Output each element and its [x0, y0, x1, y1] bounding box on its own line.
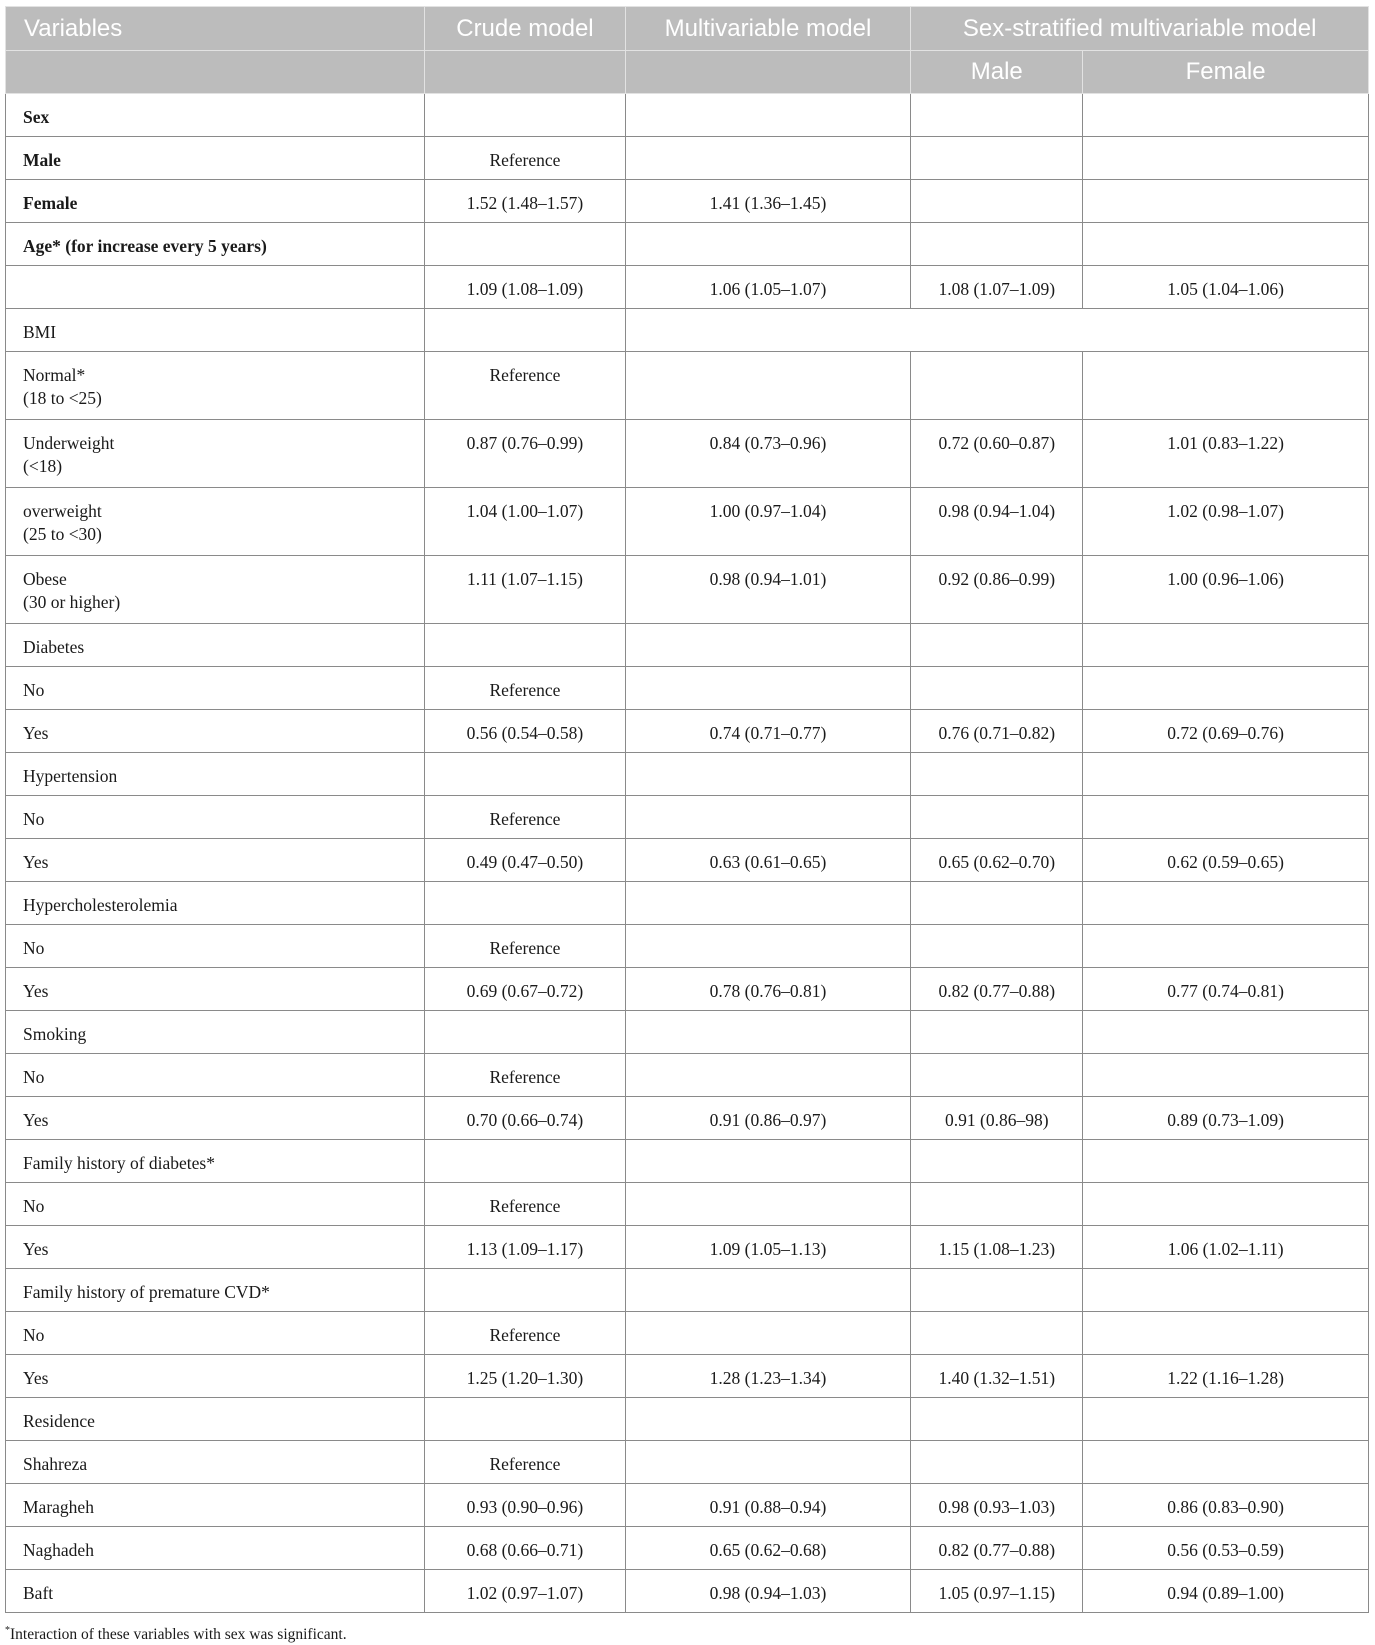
cell-variable [6, 1011, 425, 1054]
cell-variable [6, 1140, 425, 1183]
cell-multivariable-model [625, 1269, 911, 1312]
cell-male: 0.98 (0.93–1.03) [911, 1484, 1083, 1527]
table-row [6, 1140, 1369, 1183]
variable-label: Diabetes [23, 637, 85, 657]
cell-crude-model: 0.87 (0.76–0.99) [425, 420, 625, 488]
cell-multivariable-model [625, 667, 911, 710]
variable-label: Hypertension [23, 766, 118, 786]
variable-label: Shahreza [23, 1454, 88, 1474]
cell-variable [6, 925, 425, 968]
cell-multivariable-model: 0.98 (0.94–1.01) [625, 556, 911, 624]
variable-label: Family history of diabetes* [23, 1153, 215, 1173]
cell-crude-model: Reference [425, 925, 625, 968]
cell-crude-model [425, 753, 625, 796]
variable-label: Yes [23, 1368, 49, 1388]
cell-crude-model [425, 94, 625, 137]
cell-crude-model [425, 1398, 625, 1441]
variable-label: No [23, 1196, 45, 1216]
table-row [6, 223, 1369, 266]
cell-variable [6, 667, 425, 710]
variable-label: Normal* [23, 365, 86, 385]
cell-crude-model: 0.70 (0.66–0.74) [425, 1097, 625, 1140]
cell-male: 0.72 (0.60–0.87) [911, 420, 1083, 488]
cell-male [911, 796, 1083, 839]
cell-variable [6, 137, 425, 180]
cell-female [1083, 624, 1369, 667]
cell-multivariable-model [625, 753, 911, 796]
cell-crude-model: Reference [425, 1054, 625, 1097]
cell-variable [6, 94, 425, 137]
cell-crude-model [425, 882, 625, 925]
cell-female [1083, 1140, 1369, 1183]
cell-female [1083, 753, 1369, 796]
cell-male [911, 624, 1083, 667]
cell-variable [6, 266, 425, 309]
variable-sublabel: (<18) [23, 456, 63, 476]
cell-female [1083, 1183, 1369, 1226]
cell-female [1083, 352, 1369, 420]
cell-variable [6, 1570, 425, 1613]
cell-multivariable-model [625, 1312, 911, 1355]
table-row [6, 1011, 1369, 1054]
cell-multivariable-model: 1.06 (1.05–1.07) [625, 266, 911, 309]
cell-female: 0.72 (0.69–0.76) [1083, 710, 1369, 753]
cell-multivariable-model [625, 94, 911, 137]
cell-multivariable-model: 0.74 (0.71–0.77) [625, 710, 911, 753]
cell-multivariable-model [625, 882, 911, 925]
cell-crude-model: Reference [425, 352, 625, 420]
cell-male [911, 180, 1083, 223]
cell-male: 0.92 (0.86–0.99) [911, 556, 1083, 624]
cell-variable [6, 223, 425, 266]
cell-crude-model: 1.25 (1.20–1.30) [425, 1355, 625, 1398]
cell-female: 0.77 (0.74–0.81) [1083, 968, 1369, 1011]
cell-female [1083, 94, 1369, 137]
cell-variable [6, 1097, 425, 1140]
cell-crude-model [425, 1011, 625, 1054]
cell-crude-model: Reference [425, 1312, 625, 1355]
variable-label: Female [23, 193, 78, 213]
cell-male [911, 882, 1083, 925]
variable-label: Family history of premature CVD* [23, 1282, 270, 1302]
variable-label: No [23, 1067, 45, 1087]
variable-label: Naghadeh [23, 1540, 94, 1560]
regression-results-table [5, 6, 1369, 1613]
variable-label: No [23, 938, 45, 958]
cell-multivariable-model [625, 352, 911, 420]
header-female: Female [1083, 51, 1369, 94]
cell-female: 0.89 (0.73–1.09) [1083, 1097, 1369, 1140]
table-row [6, 796, 1369, 839]
cell-multivariable-model: 0.63 (0.61–0.65) [625, 839, 911, 882]
variable-label: overweight [23, 501, 102, 521]
cell-crude-model [425, 1269, 625, 1312]
cell-multivariable-model: 0.91 (0.88–0.94) [625, 1484, 911, 1527]
variable-label: Smoking [23, 1024, 87, 1044]
table-row [6, 839, 1369, 882]
variable-sublabel: (30 or higher) [23, 592, 121, 612]
cell-variable [6, 180, 425, 223]
cell-female: 1.02 (0.98–1.07) [1083, 488, 1369, 556]
cell-variable [6, 1441, 425, 1484]
cell-multivariable-model [625, 1183, 911, 1226]
cell-multivariable-model: 1.41 (1.36–1.45) [625, 180, 911, 223]
cell-female [1083, 1054, 1369, 1097]
cell-female: 0.86 (0.83–0.90) [1083, 1484, 1369, 1527]
table-row [6, 667, 1369, 710]
cell-female [1083, 1269, 1369, 1312]
cell-female [1083, 180, 1369, 223]
table-row [6, 1355, 1369, 1398]
table-row [6, 137, 1369, 180]
cell-variable [6, 1527, 425, 1570]
cell-multivariable-model [625, 1398, 911, 1441]
cell-female: 0.94 (0.89–1.00) [1083, 1570, 1369, 1613]
cell-female [1083, 1312, 1369, 1355]
table-row [6, 94, 1369, 137]
table-row [6, 352, 1369, 420]
table-row [6, 925, 1369, 968]
cell-male [911, 1312, 1083, 1355]
table-row [6, 266, 1369, 309]
cell-multivariable-model: 0.65 (0.62–0.68) [625, 1527, 911, 1570]
cell-crude-model [425, 309, 625, 352]
variable-label: Hypercholesterolemia [23, 895, 178, 915]
variable-sublabel: (25 to <30) [23, 524, 102, 544]
cell-crude-model [425, 223, 625, 266]
cell-female [1083, 796, 1369, 839]
table-row [6, 488, 1369, 556]
cell-male [911, 94, 1083, 137]
cell-crude-model: Reference [425, 1441, 625, 1484]
header-blank [625, 51, 911, 94]
cell-female: 1.01 (0.83–1.22) [1083, 420, 1369, 488]
cell-multivariable-model [625, 925, 911, 968]
header-blank [425, 51, 625, 94]
cell-male: 1.40 (1.32–1.51) [911, 1355, 1083, 1398]
cell-variable [6, 420, 425, 488]
cell-crude-model: 1.02 (0.97–1.07) [425, 1570, 625, 1613]
cell-variable [6, 796, 425, 839]
cell-variable [6, 710, 425, 753]
cell-female: 1.05 (1.04–1.06) [1083, 266, 1369, 309]
cell-multivariable-model: 0.91 (0.86–0.97) [625, 1097, 911, 1140]
cell-crude-model [425, 1140, 625, 1183]
header-male: Male [911, 51, 1083, 94]
variable-label: Age* (for increase every 5 years) [23, 236, 267, 256]
cell-variable [6, 488, 425, 556]
table-row [6, 1398, 1369, 1441]
cell-crude-model: 0.69 (0.67–0.72) [425, 968, 625, 1011]
cell-multivariable-model: 0.98 (0.94–1.03) [625, 1570, 911, 1613]
cell-male [911, 925, 1083, 968]
cell-female: 1.06 (1.02–1.11) [1083, 1226, 1369, 1269]
cell-crude-model: Reference [425, 796, 625, 839]
header-multivariable-model: Multivariable model [625, 7, 911, 51]
cell-crude-model: 0.56 (0.54–0.58) [425, 710, 625, 753]
cell-female [1083, 1441, 1369, 1484]
cell-male: 0.82 (0.77–0.88) [911, 1527, 1083, 1570]
cell-empty-span [625, 309, 1368, 352]
table-footnote [5, 1625, 347, 1644]
cell-female: 1.22 (1.16–1.28) [1083, 1355, 1369, 1398]
cell-variable [6, 882, 425, 925]
cell-crude-model: Reference [425, 1183, 625, 1226]
cell-multivariable-model: 1.09 (1.05–1.13) [625, 1226, 911, 1269]
cell-male [911, 1183, 1083, 1226]
variable-label: Obese [23, 569, 67, 589]
table-row [6, 1484, 1369, 1527]
cell-male: 0.82 (0.77–0.88) [911, 968, 1083, 1011]
table-row [6, 882, 1369, 925]
variable-label: Residence [23, 1411, 95, 1431]
table-row [6, 710, 1369, 753]
results-table-container [5, 6, 1369, 1613]
table-header [6, 7, 1369, 94]
cell-multivariable-model: 0.78 (0.76–0.81) [625, 968, 911, 1011]
cell-male [911, 667, 1083, 710]
cell-male: 1.08 (1.07–1.09) [911, 266, 1083, 309]
table-row [6, 180, 1369, 223]
table-row [6, 968, 1369, 1011]
cell-multivariable-model [625, 624, 911, 667]
table-row [6, 1054, 1369, 1097]
cell-female [1083, 137, 1369, 180]
cell-variable [6, 1398, 425, 1441]
cell-male: 0.98 (0.94–1.04) [911, 488, 1083, 556]
variable-label: Yes [23, 1239, 49, 1259]
variable-label: Maragheh [23, 1497, 94, 1517]
cell-variable [6, 1054, 425, 1097]
cell-multivariable-model [625, 137, 911, 180]
header-crude-model: Crude model [425, 7, 625, 51]
cell-female [1083, 882, 1369, 925]
cell-male [911, 1054, 1083, 1097]
cell-male [911, 137, 1083, 180]
table-row [6, 1570, 1369, 1613]
cell-crude-model [425, 624, 625, 667]
cell-variable [6, 1484, 425, 1527]
cell-female [1083, 1011, 1369, 1054]
cell-variable [6, 624, 425, 667]
cell-male [911, 1269, 1083, 1312]
variable-label: BMI [23, 322, 57, 342]
variable-label: Yes [23, 723, 49, 743]
cell-multivariable-model [625, 796, 911, 839]
header-variables: Variables [6, 7, 425, 51]
cell-crude-model: 1.09 (1.08–1.09) [425, 266, 625, 309]
cell-variable [6, 352, 425, 420]
cell-variable [6, 1355, 425, 1398]
cell-multivariable-model [625, 1011, 911, 1054]
cell-crude-model: 1.13 (1.09–1.17) [425, 1226, 625, 1269]
cell-multivariable-model: 1.00 (0.97–1.04) [625, 488, 911, 556]
cell-male [911, 223, 1083, 266]
cell-variable [6, 1226, 425, 1269]
table-row [6, 1441, 1369, 1484]
cell-crude-model: 1.52 (1.48–1.57) [425, 180, 625, 223]
table-row [6, 753, 1369, 796]
cell-multivariable-model: 1.28 (1.23–1.34) [625, 1355, 911, 1398]
cell-variable [6, 1269, 425, 1312]
cell-crude-model: Reference [425, 667, 625, 710]
cell-multivariable-model [625, 223, 911, 266]
cell-male: 0.65 (0.62–0.70) [911, 839, 1083, 882]
table-row [6, 1097, 1369, 1140]
variable-label: Underweight [23, 433, 115, 453]
cell-male: 0.76 (0.71–0.82) [911, 710, 1083, 753]
cell-male [911, 1441, 1083, 1484]
variable-label: No [23, 1325, 45, 1345]
header-sex-stratified: Sex-stratified multivariable model [911, 7, 1369, 51]
footnote-mark: * [5, 1625, 10, 1636]
variable-label: Male [23, 150, 61, 170]
table-body [6, 94, 1369, 1613]
cell-crude-model: 0.68 (0.66–0.71) [425, 1527, 625, 1570]
table-row [6, 309, 1369, 352]
cell-multivariable-model: 0.84 (0.73–0.96) [625, 420, 911, 488]
table-row [6, 1269, 1369, 1312]
cell-female: 1.00 (0.96–1.06) [1083, 556, 1369, 624]
cell-female [1083, 1398, 1369, 1441]
cell-variable [6, 309, 425, 352]
cell-variable [6, 753, 425, 796]
table-row [6, 1527, 1369, 1570]
cell-female [1083, 925, 1369, 968]
variable-label: Yes [23, 981, 49, 1001]
cell-male [911, 352, 1083, 420]
variable-label: Yes [23, 1110, 49, 1130]
cell-multivariable-model [625, 1140, 911, 1183]
cell-crude-model: 0.93 (0.90–0.96) [425, 1484, 625, 1527]
variable-sublabel: (18 to <25) [23, 388, 102, 408]
cell-male [911, 753, 1083, 796]
table-row [6, 624, 1369, 667]
cell-male [911, 1140, 1083, 1183]
cell-crude-model: 1.04 (1.00–1.07) [425, 488, 625, 556]
variable-label: Yes [23, 852, 49, 872]
cell-female [1083, 667, 1369, 710]
cell-crude-model: 0.49 (0.47–0.50) [425, 839, 625, 882]
variable-label: Baft [23, 1583, 54, 1603]
cell-female: 0.56 (0.53–0.59) [1083, 1527, 1369, 1570]
cell-male: 0.91 (0.86–98) [911, 1097, 1083, 1140]
variable-label: No [23, 680, 45, 700]
cell-variable [6, 968, 425, 1011]
cell-male: 1.15 (1.08–1.23) [911, 1226, 1083, 1269]
cell-male [911, 1011, 1083, 1054]
cell-variable [6, 1183, 425, 1226]
cell-male: 1.05 (0.97–1.15) [911, 1570, 1083, 1613]
table-row [6, 556, 1369, 624]
variable-label: No [23, 809, 45, 829]
cell-variable [6, 1312, 425, 1355]
variable-label: Sex [23, 107, 50, 127]
table-row [6, 1183, 1369, 1226]
header-blank [6, 51, 425, 94]
cell-male [911, 1398, 1083, 1441]
cell-female: 0.62 (0.59–0.65) [1083, 839, 1369, 882]
cell-crude-model: Reference [425, 137, 625, 180]
table-row [6, 1312, 1369, 1355]
table-row [6, 1226, 1369, 1269]
cell-variable [6, 839, 425, 882]
footnote-text: Interaction of these variables with sex was significant. [10, 1626, 347, 1644]
cell-crude-model: 1.11 (1.07–1.15) [425, 556, 625, 624]
cell-variable [6, 556, 425, 624]
cell-multivariable-model [625, 1441, 911, 1484]
cell-female [1083, 223, 1369, 266]
table-row [6, 420, 1369, 488]
cell-multivariable-model [625, 1054, 911, 1097]
